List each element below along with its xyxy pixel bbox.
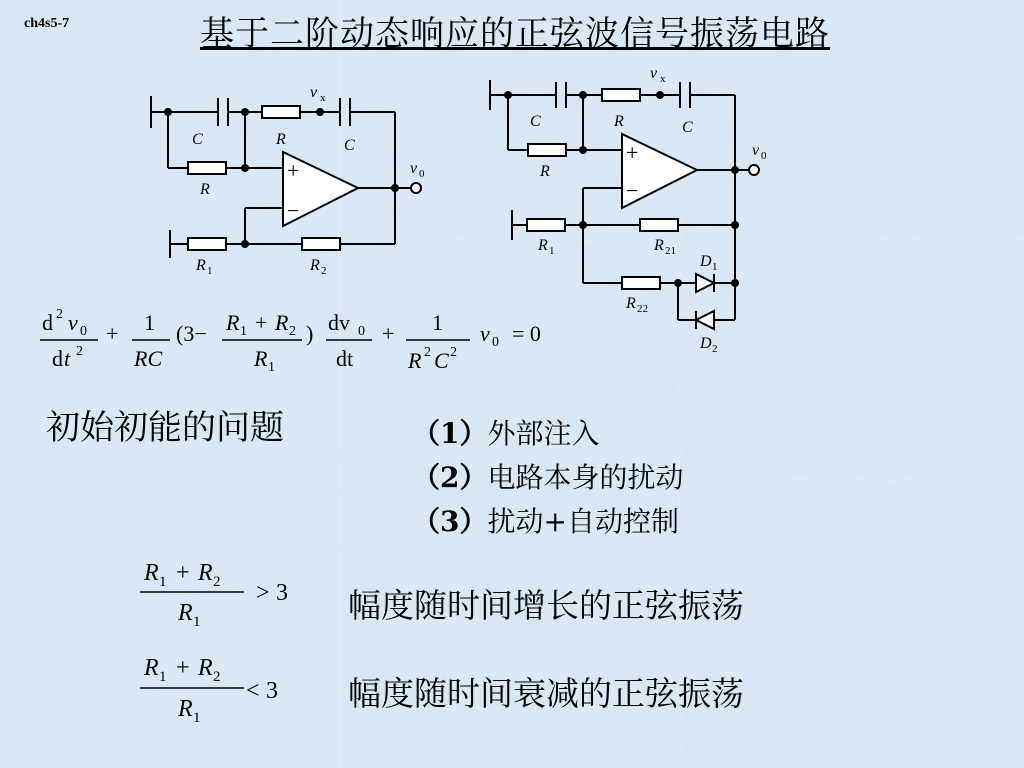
svg-text:v: v [68, 310, 78, 335]
svg-text:1: 1 [159, 574, 167, 590]
svg-text:d: d [52, 346, 63, 371]
svg-text:): ) [306, 321, 314, 346]
svg-text:1: 1 [549, 245, 555, 257]
svg-text:2: 2 [213, 669, 221, 685]
svg-text:3: 3 [266, 678, 278, 704]
svg-text:+: + [382, 321, 395, 346]
svg-text:2: 2 [56, 307, 63, 322]
svg-text:+: + [287, 158, 300, 183]
svg-text:+: + [176, 655, 190, 681]
svg-text:>: > [256, 580, 270, 606]
svg-text:<: < [246, 678, 260, 704]
svg-text:−: − [626, 178, 639, 203]
svg-text:R: R [654, 237, 664, 254]
svg-text:R: R [310, 257, 320, 274]
svg-text:0: 0 [358, 324, 365, 339]
svg-text:2: 2 [213, 574, 221, 590]
label-vx: v [310, 84, 318, 101]
svg-text:dt: dt [336, 346, 354, 371]
svg-text:3: 3 [276, 580, 288, 606]
svg-text:R: R [200, 181, 210, 198]
svg-text:C: C [434, 348, 449, 373]
svg-text:+: + [106, 321, 119, 346]
condition-result-growing: 幅度随时间增长的正弦振荡 [348, 586, 744, 625]
svg-text:2: 2 [450, 345, 457, 360]
svg-text:2: 2 [289, 324, 296, 339]
svg-text:R: R [540, 163, 550, 180]
svg-text:R: R [408, 348, 422, 373]
svg-text:D: D [700, 253, 712, 270]
svg-text:x: x [320, 92, 326, 104]
svg-text:x: x [660, 73, 666, 85]
svg-text:+: + [176, 560, 190, 586]
svg-text:1: 1 [712, 261, 718, 273]
svg-text:R: R [275, 310, 289, 335]
svg-text:v: v [752, 142, 760, 159]
svg-text:R: R [538, 237, 548, 254]
svg-text:R: R [626, 295, 636, 312]
svg-text:R: R [144, 655, 159, 681]
svg-text:R: R [178, 696, 193, 722]
svg-text:t: t [64, 346, 71, 371]
svg-text:d: d [42, 310, 53, 335]
svg-text:R: R [198, 560, 213, 586]
svg-text:C: C [530, 113, 541, 130]
svg-text:0: 0 [761, 150, 767, 162]
svg-text:0: 0 [80, 324, 87, 339]
condition-result-decaying: 幅度随时间衰减的正弦振荡 [348, 674, 744, 713]
svg-text:R: R [276, 131, 286, 148]
svg-text:1: 1 [144, 310, 155, 335]
svg-text:+: + [626, 140, 639, 165]
svg-text:2: 2 [76, 344, 83, 359]
list-item: （3）扰动+自动控制 [412, 505, 679, 538]
svg-text:1: 1 [432, 310, 443, 335]
svg-text:D: D [700, 335, 712, 352]
list-item: （2）电路本身的扰动 [412, 461, 684, 494]
svg-text:0: 0 [492, 335, 499, 350]
svg-text:22: 22 [637, 303, 648, 315]
svg-text:R: R [254, 346, 268, 371]
svg-text:v: v [650, 65, 658, 82]
svg-text:RC: RC [134, 346, 163, 371]
svg-text:C: C [344, 137, 355, 154]
svg-text:dv: dv [328, 310, 350, 335]
svg-text:2: 2 [712, 343, 718, 355]
slide-tag: ch4s5-7 [24, 16, 70, 31]
svg-text:2: 2 [321, 265, 327, 277]
svg-text:C: C [192, 131, 203, 148]
svg-text:v: v [410, 160, 418, 177]
svg-text:(3−: (3− [176, 321, 207, 346]
svg-text:1: 1 [268, 360, 275, 375]
slide-title: 基于二阶动态响应的正弦波信号振荡电路 [200, 14, 830, 54]
svg-text:1: 1 [193, 614, 201, 630]
svg-text:1: 1 [240, 324, 247, 339]
svg-text:0: 0 [419, 168, 425, 180]
svg-text:−: − [287, 198, 300, 223]
list-item: （1）外部注入 [412, 417, 600, 450]
svg-text:1: 1 [159, 669, 167, 685]
svg-text:1: 1 [193, 710, 201, 726]
svg-text:2: 2 [424, 345, 431, 360]
svg-text:1: 1 [207, 265, 213, 277]
svg-text:v: v [480, 321, 490, 346]
svg-text:C: C [682, 119, 693, 136]
svg-text:R: R [144, 560, 159, 586]
svg-text:R: R [178, 600, 193, 626]
svg-text:+: + [255, 310, 268, 335]
svg-text:R: R [614, 113, 624, 130]
svg-text:= 0: = 0 [512, 321, 541, 346]
svg-text:R: R [226, 310, 240, 335]
svg-text:R: R [198, 655, 213, 681]
section-heading: 初始初能的问题 [46, 408, 284, 448]
svg-text:R: R [196, 257, 206, 274]
svg-text:21: 21 [665, 245, 676, 257]
